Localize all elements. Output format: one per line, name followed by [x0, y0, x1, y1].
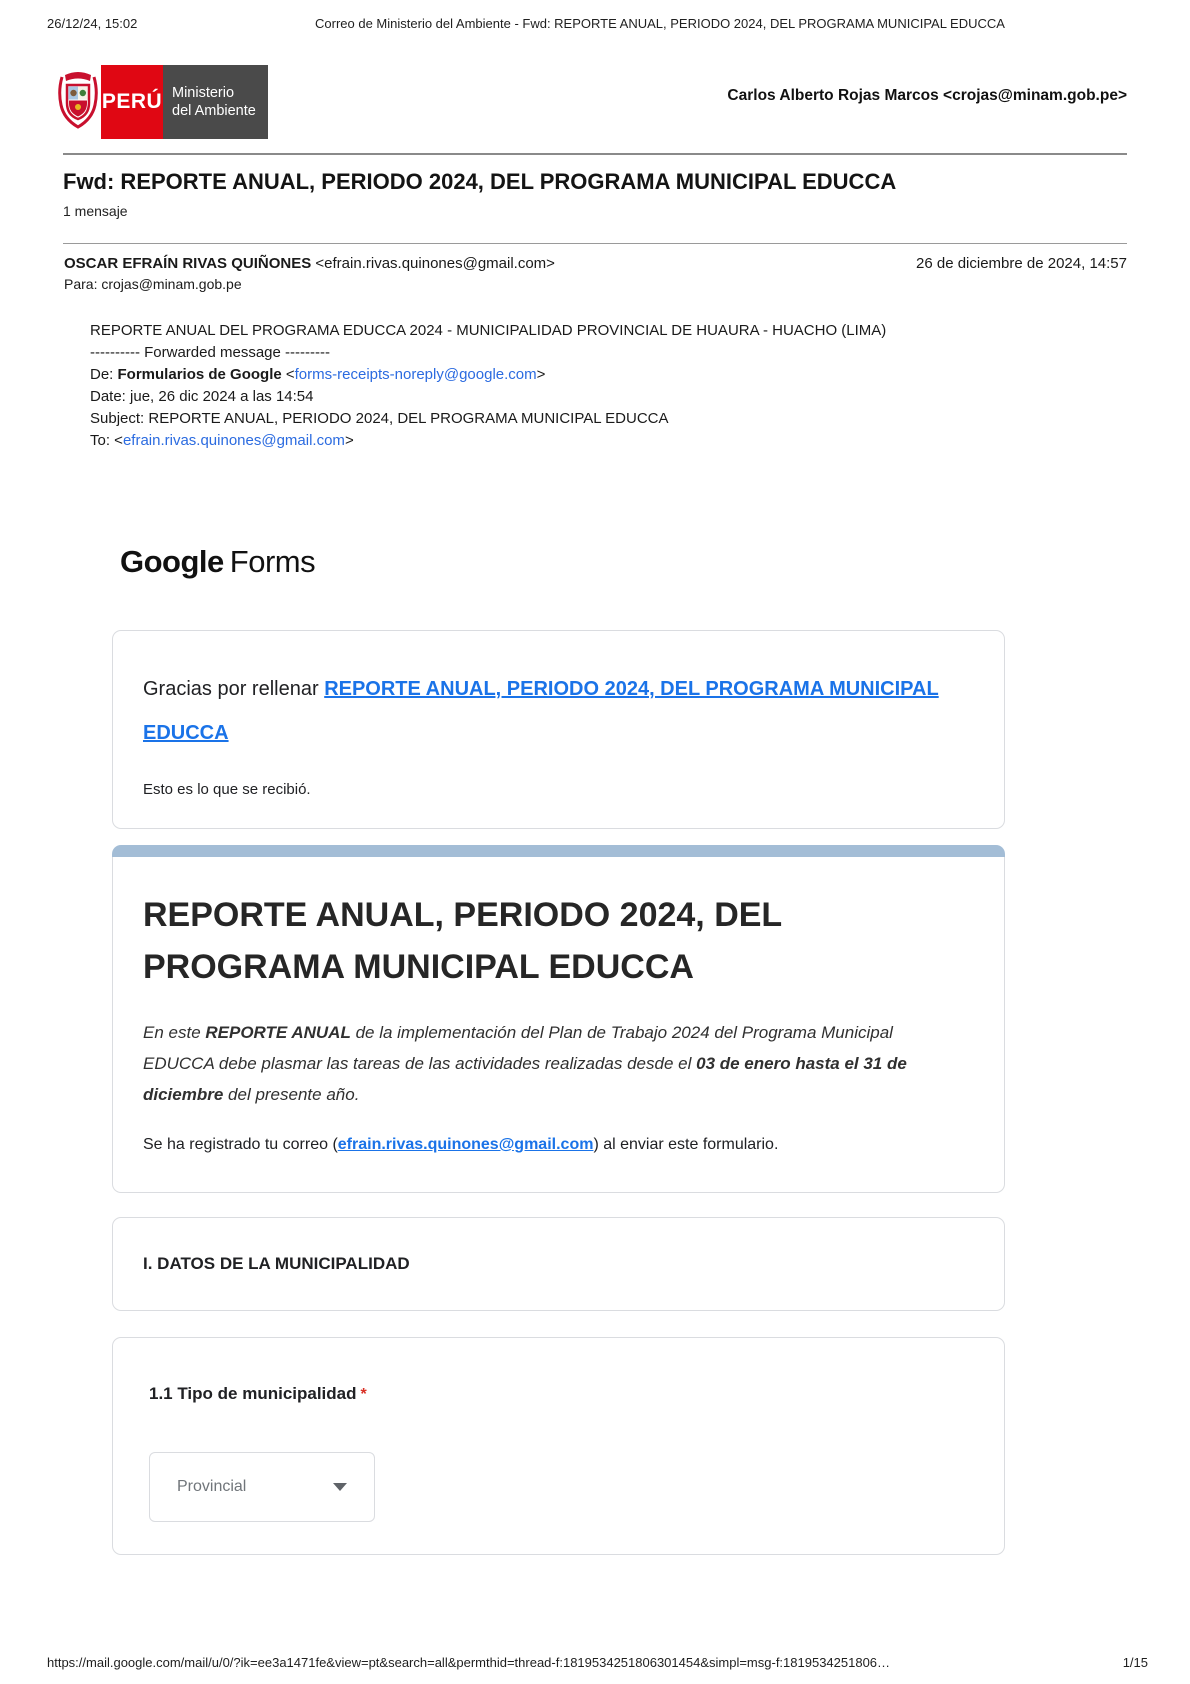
account-owner: Carlos Alberto Rojas Marcos <crojas@minam.gob.pe> — [727, 87, 1127, 104]
form-title: REPORTE ANUAL, PERIODO 2024, DEL PROGRAMA MUNICIPAL EDUCCA — [143, 896, 782, 986]
thanks-card — [112, 630, 1005, 829]
forwarded-date-line: Date: jue, 26 dic 2024 a las 14:54 — [90, 388, 314, 405]
account-header — [55, 65, 1127, 139]
fwd-to-open: To: < — [90, 432, 123, 449]
fwd-from-open: < — [281, 366, 295, 383]
form-card-accent-bar — [112, 845, 1005, 857]
municipality-type-dropdown[interactable] — [149, 1452, 375, 1522]
desc-part3: del presente año. — [223, 1085, 360, 1104]
sender-email: <efrain.rivas.quinones@gmail.com> — [311, 255, 555, 272]
section-card — [112, 1217, 1005, 1311]
question-label: 1.1 Tipo de municipalidad — [149, 1384, 357, 1403]
registered-email-note — [143, 1136, 974, 1154]
form-title-link[interactable]: REPORTE ANUAL, PERIODO 2024, DEL PROGRAMA MUNICIPAL EDUCCA — [143, 678, 939, 744]
divider-thread — [63, 243, 1127, 244]
registered-email-link[interactable]: efrain.rivas.quinones@gmail.com — [337, 1136, 594, 1153]
logo-ministry-line1: Ministerio — [172, 85, 235, 101]
google-forms-logo — [120, 544, 1190, 580]
print-document-title: Correo de Ministerio del Ambiente - Fwd: REPORTE ANUAL, PERIODO 2024, DEL PROGRAMA MUNICIPAL EDUCCA — [315, 16, 1005, 31]
email-subject-heading: Fwd: REPORTE ANUAL, PERIODO 2024, DEL PROGRAMA MUNICIPAL EDUCCA — [63, 169, 897, 194]
divider-top — [63, 153, 1127, 155]
logo-ministry-line2: del Ambiente — [172, 103, 256, 119]
fwd-from-email-link[interactable]: forms-receipts-noreply@google.com — [294, 366, 537, 383]
email-note-prefix: Se ha registrado tu correo ( — [143, 1136, 338, 1153]
forwarded-subject-line: Subject: REPORTE ANUAL, PERIODO 2024, DEL PROGRAMA MUNICIPAL EDUCCA — [90, 410, 669, 427]
thanks-message — [143, 667, 974, 755]
email-note-suffix: ) al enviar este formulario. — [593, 1136, 779, 1153]
forwarded-divider: ---------- Forwarded message --------- — [90, 344, 330, 361]
sender-name: OSCAR EFRAÍN RIVAS QUIÑONES — [64, 255, 312, 272]
desc-part1: En este — [143, 1023, 206, 1042]
logo-ministry-label — [163, 65, 268, 139]
message-meta-row — [64, 255, 1127, 272]
forms-cards — [112, 630, 1005, 1555]
message-body — [90, 320, 940, 452]
print-datetime: 26/12/24, 15:02 — [47, 16, 138, 31]
body-intro-line: REPORTE ANUAL DEL PROGRAMA EDUCCA 2024 - MUNICIPALIDAD PROVINCIAL DE HUAURA - HUACHO (LIMA) — [90, 322, 887, 339]
forwarded-from-line — [90, 364, 940, 386]
desc-part2: de la implementación del Plan de Trabajo 2024 del Programa Municipal EDUCCA debe plasmar las tareas de las actividades realizadas desde el — [143, 1023, 893, 1073]
minam-logo — [55, 65, 268, 139]
dropdown-selected-value: Provincial — [177, 1478, 247, 1495]
fwd-to-close: > — [344, 432, 354, 449]
print-header — [0, 0, 1190, 31]
sender-line — [64, 255, 555, 272]
required-asterisk: * — [360, 1386, 367, 1403]
thanks-prefix: Gracias por rellenar — [143, 678, 325, 700]
logo-peru-label: PERÚ — [101, 65, 163, 139]
desc-bold2: 03 de enero hasta el 31 de diciembre — [143, 1054, 907, 1104]
print-footer — [47, 1655, 1148, 1670]
message-count: 1 mensaje — [63, 203, 128, 219]
forwarded-to-line — [90, 430, 940, 452]
footer-page-number: 1/15 — [1122, 1655, 1148, 1670]
section-title: I. DATOS DE LA MUNICIPALIDAD — [143, 1254, 410, 1273]
chevron-down-icon — [333, 1483, 347, 1491]
fwd-from-close: > — [536, 366, 546, 383]
fwd-from-name: Formularios de Google — [117, 366, 282, 383]
form-description — [143, 1017, 953, 1110]
form-summary-card — [112, 845, 1005, 1193]
google-forms-logo-forms: Forms — [229, 544, 316, 579]
question-label-row — [149, 1384, 968, 1404]
fwd-from-label: De: — [90, 366, 118, 383]
peru-coat-of-arms-icon — [55, 65, 101, 139]
form-card-body — [112, 857, 1005, 1193]
message-date: 26 de diciembre de 2024, 14:57 — [916, 255, 1127, 272]
received-note: Esto es lo que se recibió. — [143, 781, 311, 798]
google-forms-logo-google: Google — [120, 544, 224, 579]
desc-bold1: REPORTE ANUAL — [205, 1023, 351, 1042]
peru-coat-of-arms-icon — [57, 71, 99, 133]
fwd-to-email-link[interactable]: efrain.rivas.quinones@gmail.com — [122, 432, 345, 449]
footer-url: https://mail.google.com/mail/u/0/?ik=ee3a1471fe&view=pt&search=all&permthid=thread-f:1819534251806301454&simpl=msg-f:1819534251806… — [47, 1655, 891, 1670]
question-card — [112, 1337, 1005, 1555]
recipient-line: Para: crojas@minam.gob.pe — [64, 276, 242, 292]
